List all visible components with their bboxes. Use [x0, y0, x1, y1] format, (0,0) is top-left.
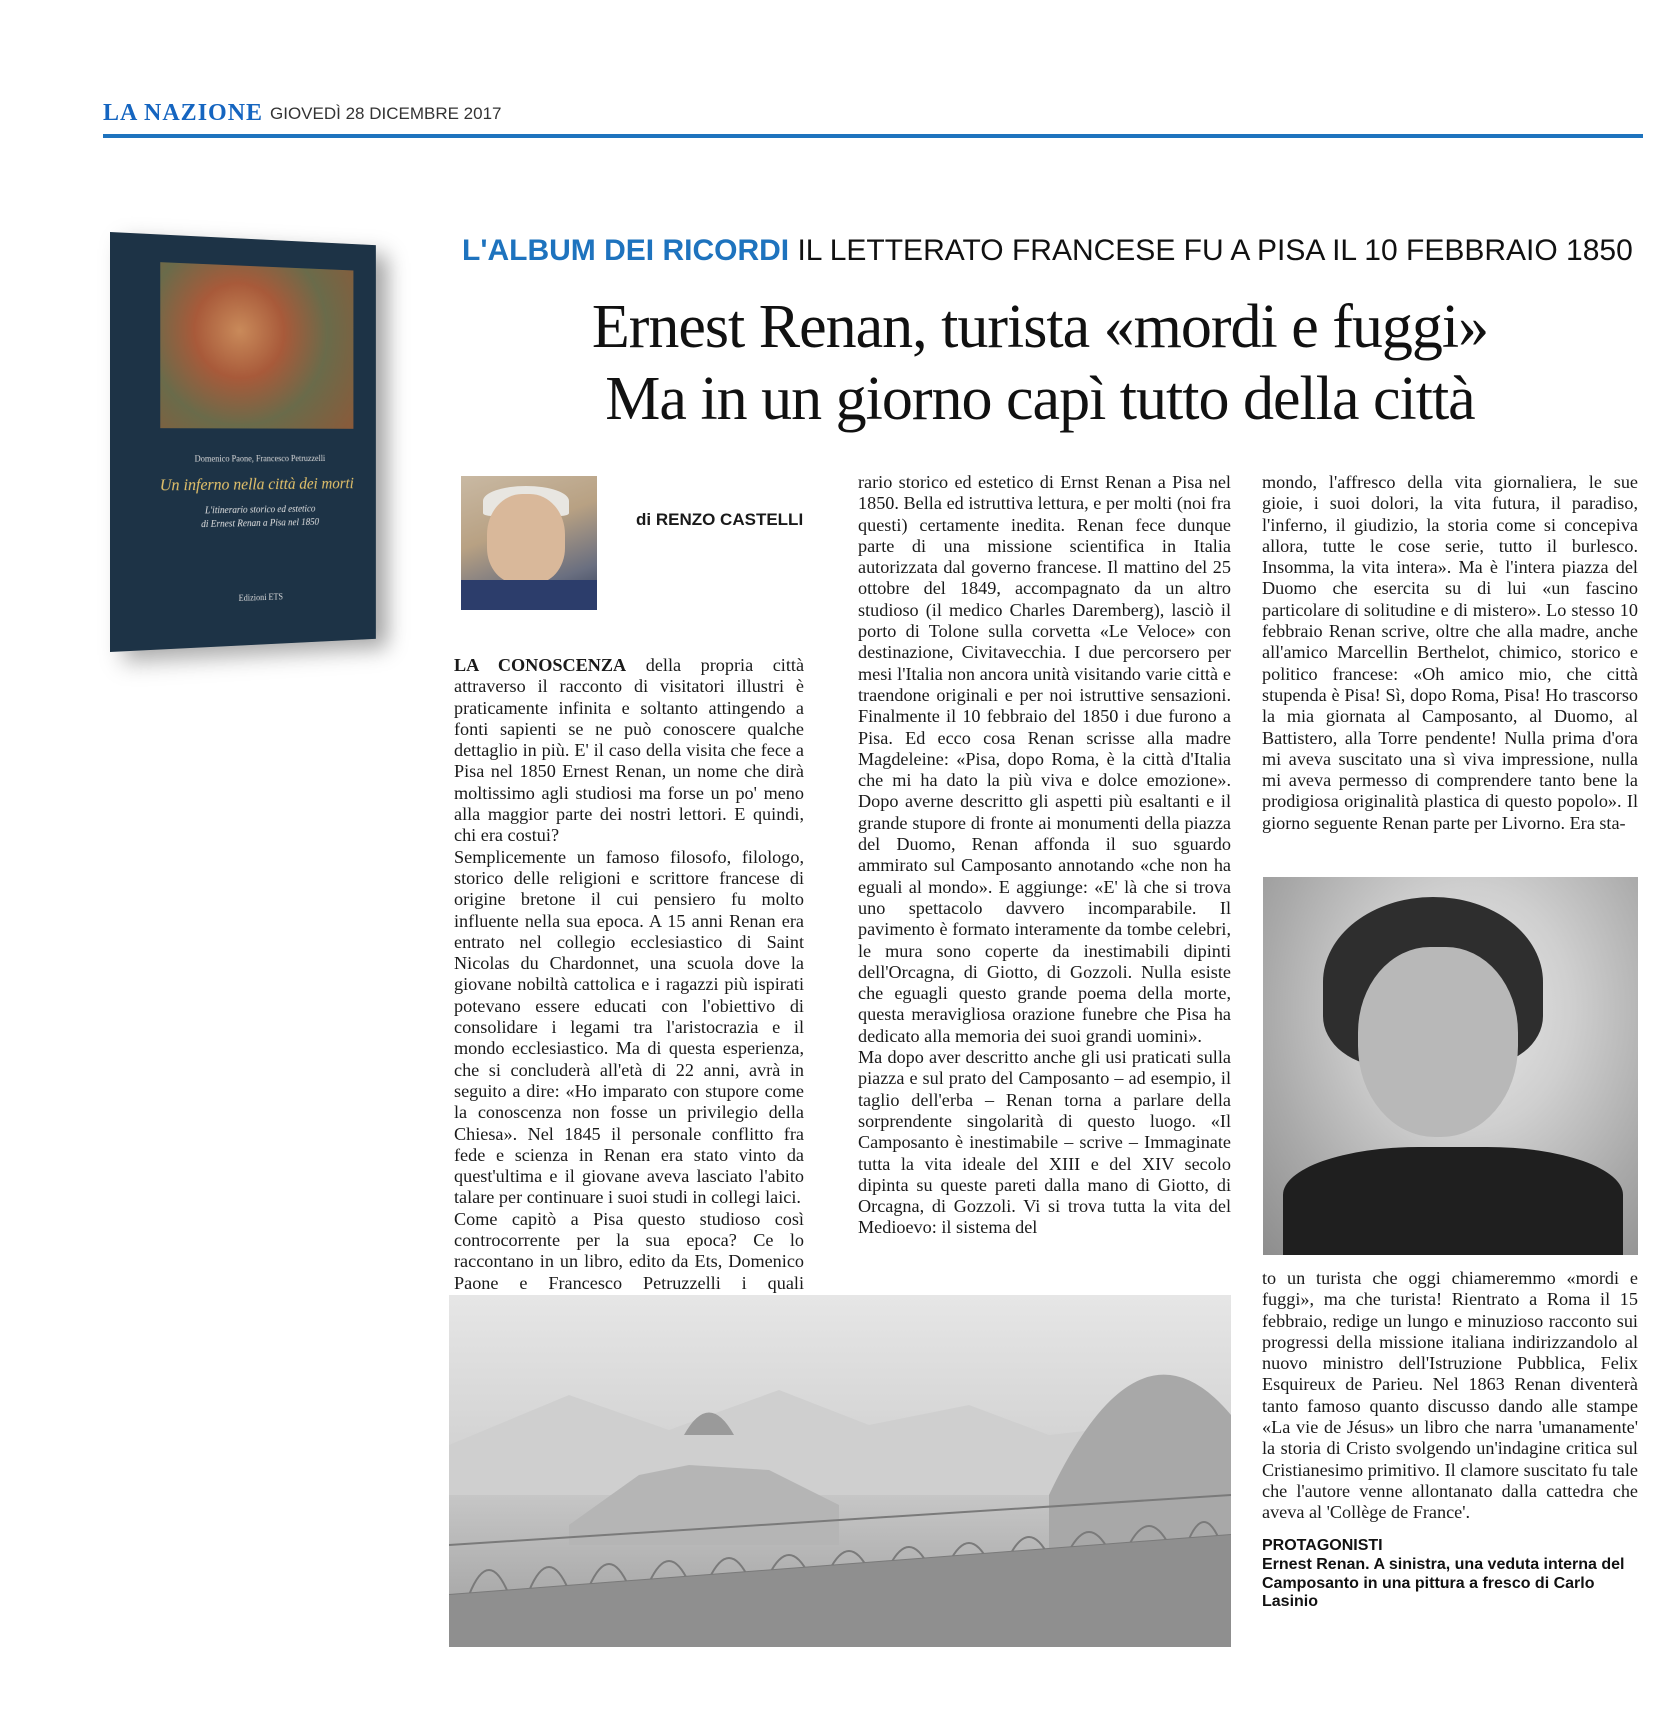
article-column-1: [454, 655, 804, 1315]
article-column-3-top: [1262, 472, 1638, 834]
paragraph: Semplicemente un famoso filosofo, filologo, storico delle religioni e scrittore francese di origine bretone il cui pensiero fu molto influente nella sua epoca. A 15 anni Renan era entrato nel collegio ecclesiastico di Saint Nicolas du Chardonnet, una scuola dove la giovane nobiltà cattolica e i ragazzi più ispirati potevano essere educati con l'obiettivo di consolidare i legami tra l'aristocrazia e il mondo ecclesiastico. Ma di questa esperienza, che si concluderà all'età di 22 anni, avrà in seguito a dire: «Ho imparato con stupore come la conoscenza non fosse un privilegio della Chiesa». Nel 1845 il personale conflitto fra fede e scienza in Renan era stato vinto da quest'ultima e il giovane aveva lasciato l'abito talare per continuare i suoi studi in collegi laici.: [454, 846, 804, 1208]
paragraph: to un turista che oggi chiameremmo «mordi e fuggi», ma che turista! Rientrato a Roma il 15 febbraio, redige un lungo e minuzioso racconto sui progressi della missione italiana indirizzandolo al nuovo ministro dell'Istruzione Pubblica, Felix Esquireux de Parieu. Nel 1863 Renan diventerà tanto famoso quanto discusso dando alle stampe «La vie de Jésus» un libro che narra 'umanamente' la storia di Cristo svolgendo un'indagine critica sul Cristianesimo primitivo. Il clamore suscitato fu tale che l'autore venne allontanato dalla cattedra che aveva al 'Collège de France'.: [1262, 1268, 1638, 1523]
lead-in: LA CONOSCENZA: [454, 655, 627, 675]
paragraph: mondo, l'affresco della vita giornaliera, le sue gioie, i suoi dolori, la vita futura, il paradiso, l'inferno, il giudizio, la storia come si concepiva allora, tutte le cose serie, tutto il burlesco. Insomma, la vita intera». Ma è l'intera piazza del Duomo che esercita su di lui «un fascino particolare di solitudine e di mistero». Lo stesso 10 febbraio Renan scrive, oltre che alla madre, anche all'amico Marcellin Berthelot, chimico, storico e politico francese: «Oh amico mio, che città stupenda è Pisa! Sì, dopo Roma, Pisa! Ho trascorso la mia giornata al Camposanto, al Duomo, al Battistero, alla Torre pendente! Nulla prima d'ora mi aveva suscitato una sì viva impressione, nulla mi aveva permesso di comprendere tanto bene la prodigiosa originalità plastica di questo popolo». Il giorno seguente Renan parte per Livorno. Era sta-: [1262, 472, 1638, 833]
book-title: Un inferno nella città dei morti: [159, 474, 354, 495]
caption-title: PROTAGONISTI: [1262, 1537, 1383, 1554]
byline: di RENZO CASTELLI: [636, 510, 804, 529]
paragraph: Ma dopo aver descritto anche gli usi praticati sulla piazza e sul prato del Camposanto – ad esempio, il taglio dell'erba – Renan torna a parlare della sorprendente singolarità di questo luogo. «Il Camposanto è inestimabile – scrive – Immaginate tutta la vita ideale del XIII e del XIV secolo dipinta su queste pareti dalla mano di Giotto, di Orcagna, di Gozzoli. Vi si trova tutta la vita del Medioevo: il sistema del: [858, 1047, 1231, 1238]
book-subtitle-line-2: di Ernest Renan a Pisa nel 1850: [201, 517, 319, 531]
masthead-rule: [103, 134, 1643, 138]
author-photo: [461, 476, 597, 610]
book-authors: Domenico Paone, Francesco Petruzzelli: [194, 453, 326, 464]
newspaper-brand: LA NAZIONE: [103, 100, 264, 126]
paragraph: Come capitò a Pisa questo studioso così controcorrente per la sua epoca? Ce lo raccontano in un libro, edito da Ets, Domenico Paone e Francesco Petruzzelli i quali: [454, 1208, 804, 1293]
paragraph: rario storico ed estetico di Ernst Renan a Pisa nel 1850. Bella ed istruttiva lettura, e per molti (noi fra questi) certamente inedita. Renan fece dunque parte di una missione scientifica in Italia autorizzata dal governo francese. Il mattino del 25 ottobre del 1849, accompagnato da un altro studioso (il medico Charles Daremberg), lasciò il porto di Tolone sulla corvetta «Le Veloce» con destinazione, Civitavecchia. I due percorsero per mesi l'Italia non ancora unità visitando varie città e traendone originali e per noi istruttive sensazioni. Finalmente il 10 febbraio del 1850 i due furono a Pisa. Ed ecco cosa Renan scrisse alla madre Magdeleine: «Pisa, dopo Roma, è la città d'Italia che mi ha dato la più viva e dolce emozione». Dopo averne descritto gli aspetti più esaltanti e il grande stupore di fronte ai monumenti della piazza del Duomo, Renan affonda il suo sguardo ammirato sul Camposanto annotando «che non ha eguali al mondo». E aggiunge: «E' là che si trova uno spettacolo davvero incomparabile. Il pavimento è formato interamente da tombe celebri, le mura sono coperte da inestimabili dipinti dell'Orcagna, di Giotto, di Gozzoli. Nulla esiste che eguagli questo grande poema della morte, questa meravigliosa orazione funebre che Pisa ha dedicato alla memoria dei suoi grandi uomini».: [858, 472, 1231, 1046]
book-cover-fresco: [160, 262, 353, 429]
kicker-text: IL LETTERATO FRANCESE FU A PISA IL 10 FEBBRAIO 1850: [797, 234, 1633, 267]
issue-date: GIOVEDÌ 28 DICEMBRE 2017: [270, 104, 502, 123]
book-cover-image: [110, 232, 376, 652]
camposanto-engraving: [449, 1295, 1231, 1647]
paragraph-text: della propria città attraverso il racconto di visitatori illustri è praticamente infinita e soltanto attingendo a fonti sapienti se ne può conoscere qualche dettaglio in più. E' il caso della visita che fece a Pisa nel 1850 Ernest Renan, un nome che dirà moltissimo agli studiosi ma forse un po' meno alla maggior parte dei nostri lettori. E quindi, chi era costui?: [454, 655, 805, 846]
renan-portrait-photo: [1263, 877, 1638, 1255]
article-column-3-bottom: [1262, 1268, 1638, 1524]
camposanto-drawing: [449, 1295, 1231, 1647]
headline-line-1: Ernest Renan, turista «mordi e fuggi»: [591, 293, 1489, 361]
paragraph: [454, 655, 804, 847]
headline-line-2: Ma in un giorno capì tutto della città: [605, 365, 1475, 433]
article-column-2: [858, 472, 1231, 1239]
kicker-label: L'ALBUM DEI RICORDI: [462, 234, 790, 267]
kicker: [462, 234, 1633, 268]
book-publisher: Edizioni ETS: [238, 591, 283, 603]
caption-text: Ernest Renan. A sinistra, una veduta interna del Camposanto in una pittura a fresco di Carlo Lasinio: [1262, 1556, 1625, 1610]
book-subtitle-line-1: L'itinerario storico ed estetico: [204, 503, 316, 517]
book-subtitle: [158, 502, 358, 533]
